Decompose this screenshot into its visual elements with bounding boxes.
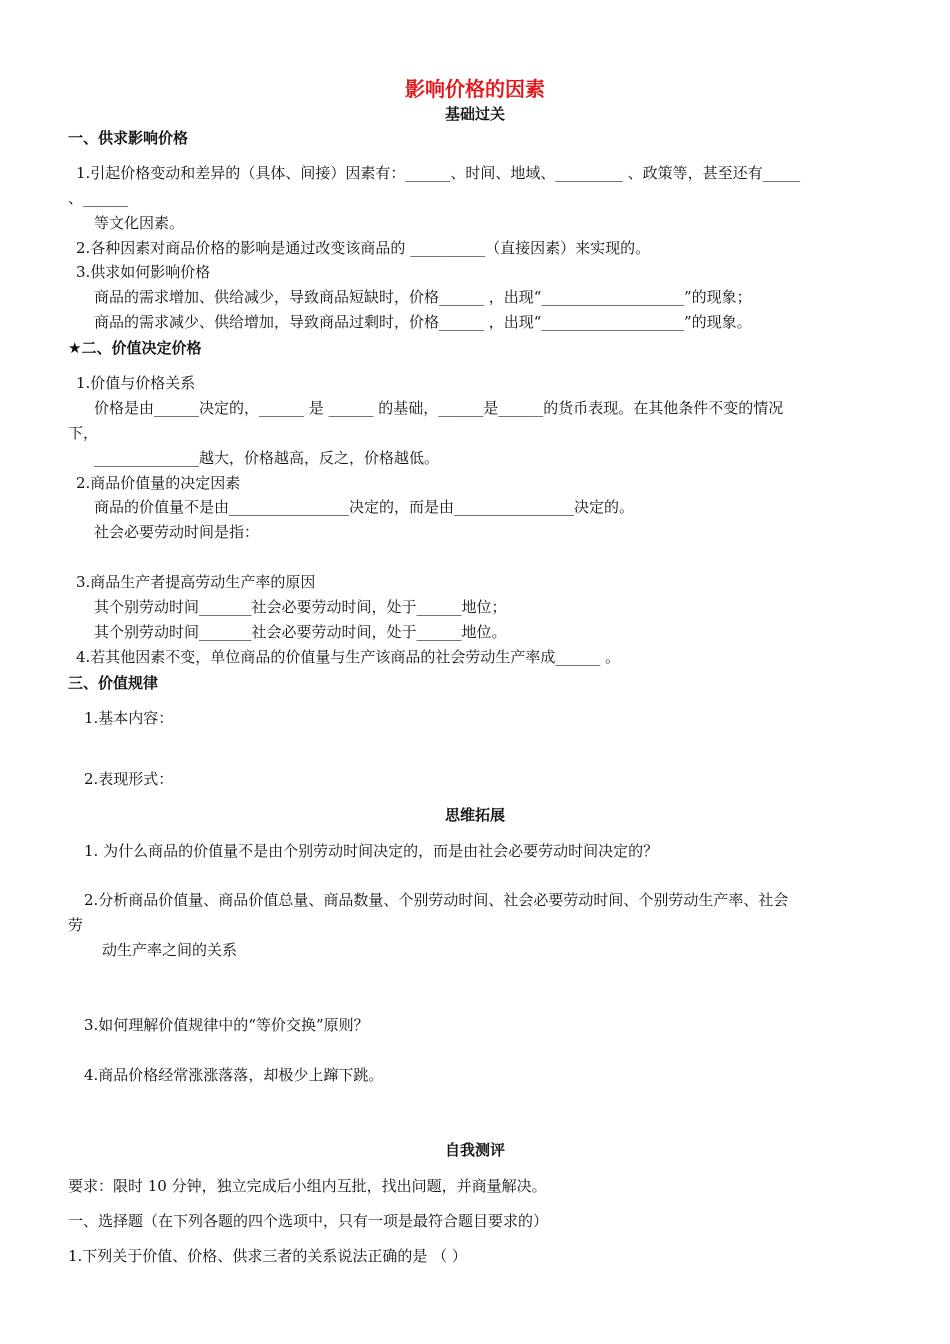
sec2-question-3: 3.商品生产者提高劳动生产率的原因: [76, 573, 316, 591]
question-3: 3.供求如何影响价格: [76, 263, 211, 281]
think-question-3: 3.如何理解价值规律中的“等价交换”原则？: [84, 1016, 369, 1034]
sec2-question-2: 2.商品价值量的决定因素: [76, 474, 241, 492]
sec2-question-4: 4.若其他因素不变，单位商品的价值量与生产该商品的社会劳动生产率成______ 。: [76, 648, 621, 666]
think-question-2-c: 动生产率之间的关系: [102, 941, 238, 959]
think-question-2-a: 2.分析商品价值量、商品价值总量、商品数量、个别劳动时间、社会必要劳动时间、个别劳动生产率、社会: [84, 891, 789, 909]
heading-supply-demand: 一、供求影响价格: [68, 129, 189, 147]
multiple-choice-question-1: 1.下列关于价值、价格、供求三者的关系说法正确的是 （ ）: [68, 1247, 467, 1265]
question-2: 2.各种因素对商品价格的影响是通过改变该商品的 __________（直接因素）来实现的。: [76, 239, 651, 257]
sec2-question-3-b: 其个别劳动时间_______社会必要劳动时间，处于______地位。: [94, 623, 507, 641]
sec2-question-2-a: 商品的价值量不是由________________决定的，而是由________________决定的。: [94, 498, 635, 516]
think-question-1: 1. 为什么商品的价值量不是由个别劳动时间决定的，而是由社会必要劳动时间决定的？: [84, 842, 659, 860]
question-3-a: 商品的需求增加、供给减少，导致商品短缺时，价格______ ，出现“___________________”的现象；: [94, 288, 752, 306]
sec2-question-1-a: 价格是由______决定的，______ 是 ______ 的基础，______是______的货币表现。在其他条件不变的情况: [94, 399, 784, 417]
question-3-b: 商品的需求减少、供给增加，导致商品过剩时，价格______ ，出现“___________________”的现象。: [94, 313, 752, 331]
sec3-question-1: 1.基本内容：: [84, 709, 174, 727]
section-subtitle-basic: 基础过关: [444, 105, 505, 123]
document-title: 影响价格的因素: [405, 77, 545, 101]
section-subtitle-self-test: 自我测评: [444, 1141, 505, 1159]
sec2-question-3-a: 其个别劳动时间_______社会必要劳动时间，处于______地位；: [94, 598, 507, 616]
multiple-choice-heading: 一、选择题（在下列各题的四个选项中，只有一项是最符合题目要求的）: [68, 1212, 549, 1230]
sec3-question-2: 2.表现形式：: [84, 770, 174, 788]
sec2-question-1-c: ______________越大，价格越高，反之，价格越低。: [94, 449, 440, 467]
think-question-4: 4.商品价格经常涨涨落落，却极少上蹿下跳。: [84, 1066, 384, 1084]
question-1-line-2: 、______: [68, 189, 129, 207]
sec2-question-1-b: 下，: [68, 424, 99, 442]
sec2-question-1: 1.价值与价格关系: [76, 374, 196, 392]
question-1-line-3: 等文化因素。: [94, 214, 185, 232]
think-question-2-b: 劳: [68, 916, 84, 934]
heading-law-of-value: 三、价值规律: [68, 674, 159, 692]
heading-value-determines-price: ★二、价值决定价格: [68, 339, 202, 357]
section-subtitle-thinking: 思维拓展: [444, 806, 505, 824]
sec2-question-2-b: 社会必要劳动时间是指：: [94, 523, 260, 541]
question-1-line-1: 1.引起价格变动和差异的（具体、间接）因素有：______、时间、地域、_________ 、政策等，甚至还有_____: [76, 164, 801, 182]
self-test-requirement: 要求：限时 10 分钟，独立完成后小组内互批，找出问题，并商量解决。: [68, 1177, 547, 1195]
